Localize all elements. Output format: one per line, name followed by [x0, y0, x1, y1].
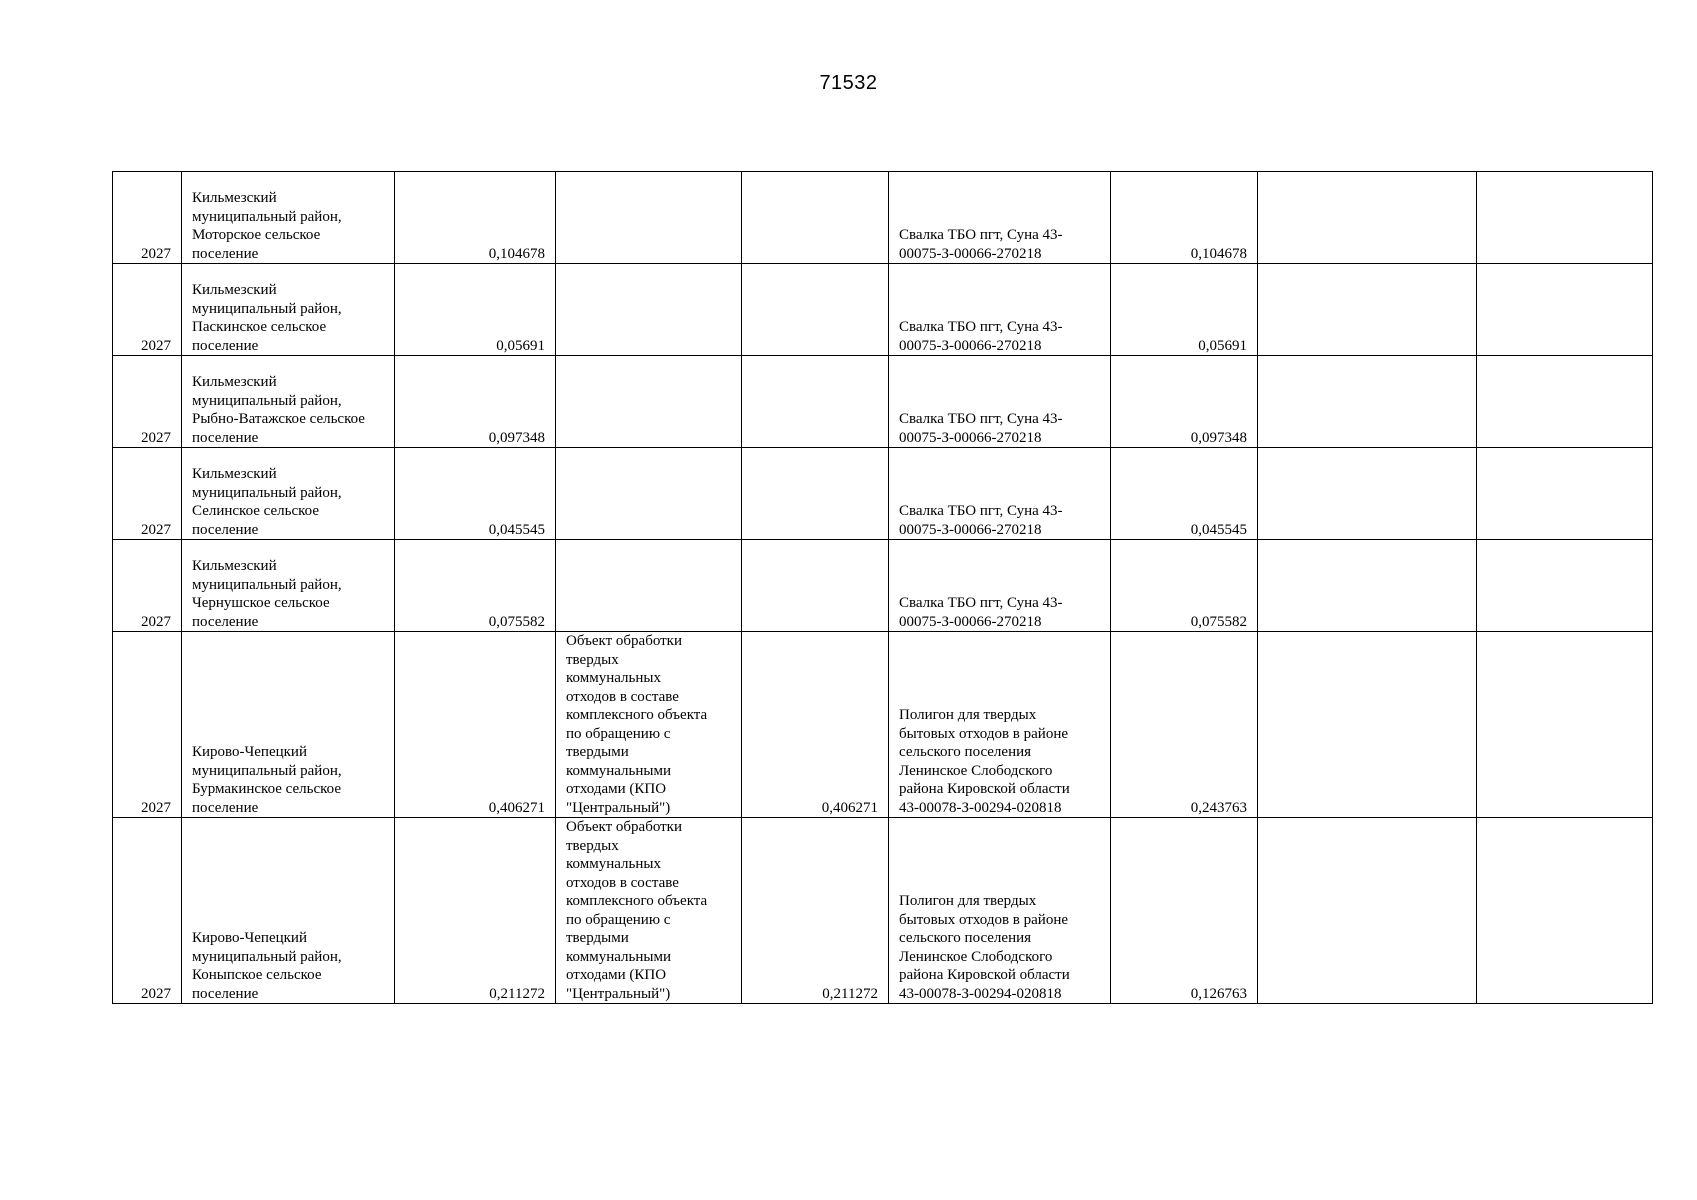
- cell-year: 2027: [113, 818, 182, 1004]
- cell-disposal-object: Свалка ТБО пгт, Суна 43- 00075-З-00066-270218: [889, 448, 1111, 540]
- cell-territory: Кирово-Чепецкий муниципальный район, Бурмакинское сельское поселение: [182, 632, 395, 818]
- cell-processing-object: [556, 264, 742, 356]
- cell-processing-mass: [742, 172, 889, 264]
- table-row: [113, 818, 1653, 1004]
- cell-empty-9: [1477, 632, 1653, 818]
- cell-year: 2027: [113, 172, 182, 264]
- cell-empty-9: [1477, 264, 1653, 356]
- cell-territory: Кильмезский муниципальный район, Селинское сельское поселение: [182, 448, 395, 540]
- cell-processing-object: Объект обработки твердых коммунальных отходов в составе комплексного объекта по обращению с твердыми коммунальными отходами (КПО "Центральный"): [556, 632, 742, 818]
- cell-disposal-mass: 0,243763: [1111, 632, 1258, 818]
- cell-disposal-mass: 0,045545: [1111, 448, 1258, 540]
- table-row: [113, 540, 1653, 632]
- cell-mass: 0,097348: [395, 356, 556, 448]
- cell-territory: Кильмезский муниципальный район, Паскинское сельское поселение: [182, 264, 395, 356]
- cell-disposal-object: Свалка ТБО пгт, Суна 43- 00075-З-00066-270218: [889, 172, 1111, 264]
- cell-mass: 0,045545: [395, 448, 556, 540]
- cell-empty-9: [1477, 172, 1653, 264]
- cell-processing-mass: 0,406271: [742, 632, 889, 818]
- cell-territory: Кильмезский муниципальный район, Чернушское сельское поселение: [182, 540, 395, 632]
- cell-empty-8: [1258, 632, 1477, 818]
- cell-disposal-mass: 0,126763: [1111, 818, 1258, 1004]
- cell-mass: 0,075582: [395, 540, 556, 632]
- cell-disposal-object: Полигон для твердых бытовых отходов в районе сельского поселения Ленинское Слободского района Кировской области 43-00078-З-00294-020818: [889, 632, 1111, 818]
- cell-processing-object: [556, 172, 742, 264]
- cell-disposal-object: Свалка ТБО пгт, Суна 43- 00075-З-00066-270218: [889, 264, 1111, 356]
- cell-year: 2027: [113, 356, 182, 448]
- cell-mass: 0,104678: [395, 172, 556, 264]
- cell-mass: 0,211272: [395, 818, 556, 1004]
- cell-mass: 0,05691: [395, 264, 556, 356]
- page-number: 71532: [819, 72, 878, 94]
- cell-mass: 0,406271: [395, 632, 556, 818]
- cell-processing-object: [556, 448, 742, 540]
- cell-empty-9: [1477, 818, 1653, 1004]
- cell-processing-object: [556, 540, 742, 632]
- cell-disposal-mass: 0,075582: [1111, 540, 1258, 632]
- table-body: [113, 172, 1653, 1004]
- table-row: [113, 448, 1653, 540]
- cell-disposal-object: Свалка ТБО пгт, Суна 43- 00075-З-00066-270218: [889, 356, 1111, 448]
- cell-empty-9: [1477, 540, 1653, 632]
- cell-empty-8: [1258, 172, 1477, 264]
- cell-year: 2027: [113, 448, 182, 540]
- cell-empty-8: [1258, 356, 1477, 448]
- cell-processing-mass: 0,211272: [742, 818, 889, 1004]
- cell-year: 2027: [113, 632, 182, 818]
- cell-processing-object: Объект обработки твердых коммунальных отходов в составе комплексного объекта по обращению с твердыми коммунальными отходами (КПО "Центральный"): [556, 818, 742, 1004]
- cell-territory: Кильмезский муниципальный район, Моторское сельское поселение: [182, 172, 395, 264]
- table-row: [113, 632, 1653, 818]
- cell-territory: Кирово-Чепецкий муниципальный район, Коныпское сельское поселение: [182, 818, 395, 1004]
- cell-processing-mass: [742, 264, 889, 356]
- cell-empty-8: [1258, 448, 1477, 540]
- cell-empty-8: [1258, 264, 1477, 356]
- cell-empty-9: [1477, 356, 1653, 448]
- cell-disposal-mass: 0,05691: [1111, 264, 1258, 356]
- cell-processing-object: [556, 356, 742, 448]
- cell-processing-mass: [742, 540, 889, 632]
- cell-empty-8: [1258, 540, 1477, 632]
- cell-year: 2027: [113, 540, 182, 632]
- cell-processing-mass: [742, 448, 889, 540]
- cell-disposal-object: Полигон для твердых бытовых отходов в районе сельского поселения Ленинское Слободского района Кировской области 43-00078-З-00294-020818: [889, 818, 1111, 1004]
- cell-year: 2027: [113, 264, 182, 356]
- cell-disposal-object: Свалка ТБО пгт, Суна 43- 00075-З-00066-270218: [889, 540, 1111, 632]
- cell-empty-8: [1258, 818, 1477, 1004]
- table-row: [113, 356, 1653, 448]
- waste-flow-table: [112, 171, 1653, 1004]
- cell-territory: Кильмезский муниципальный район, Рыбно-Ватажское сельское поселение: [182, 356, 395, 448]
- cell-processing-mass: [742, 356, 889, 448]
- cell-disposal-mass: 0,097348: [1111, 356, 1258, 448]
- cell-empty-9: [1477, 448, 1653, 540]
- table-row: [113, 264, 1653, 356]
- cell-disposal-mass: 0,104678: [1111, 172, 1258, 264]
- table-row: [113, 172, 1653, 264]
